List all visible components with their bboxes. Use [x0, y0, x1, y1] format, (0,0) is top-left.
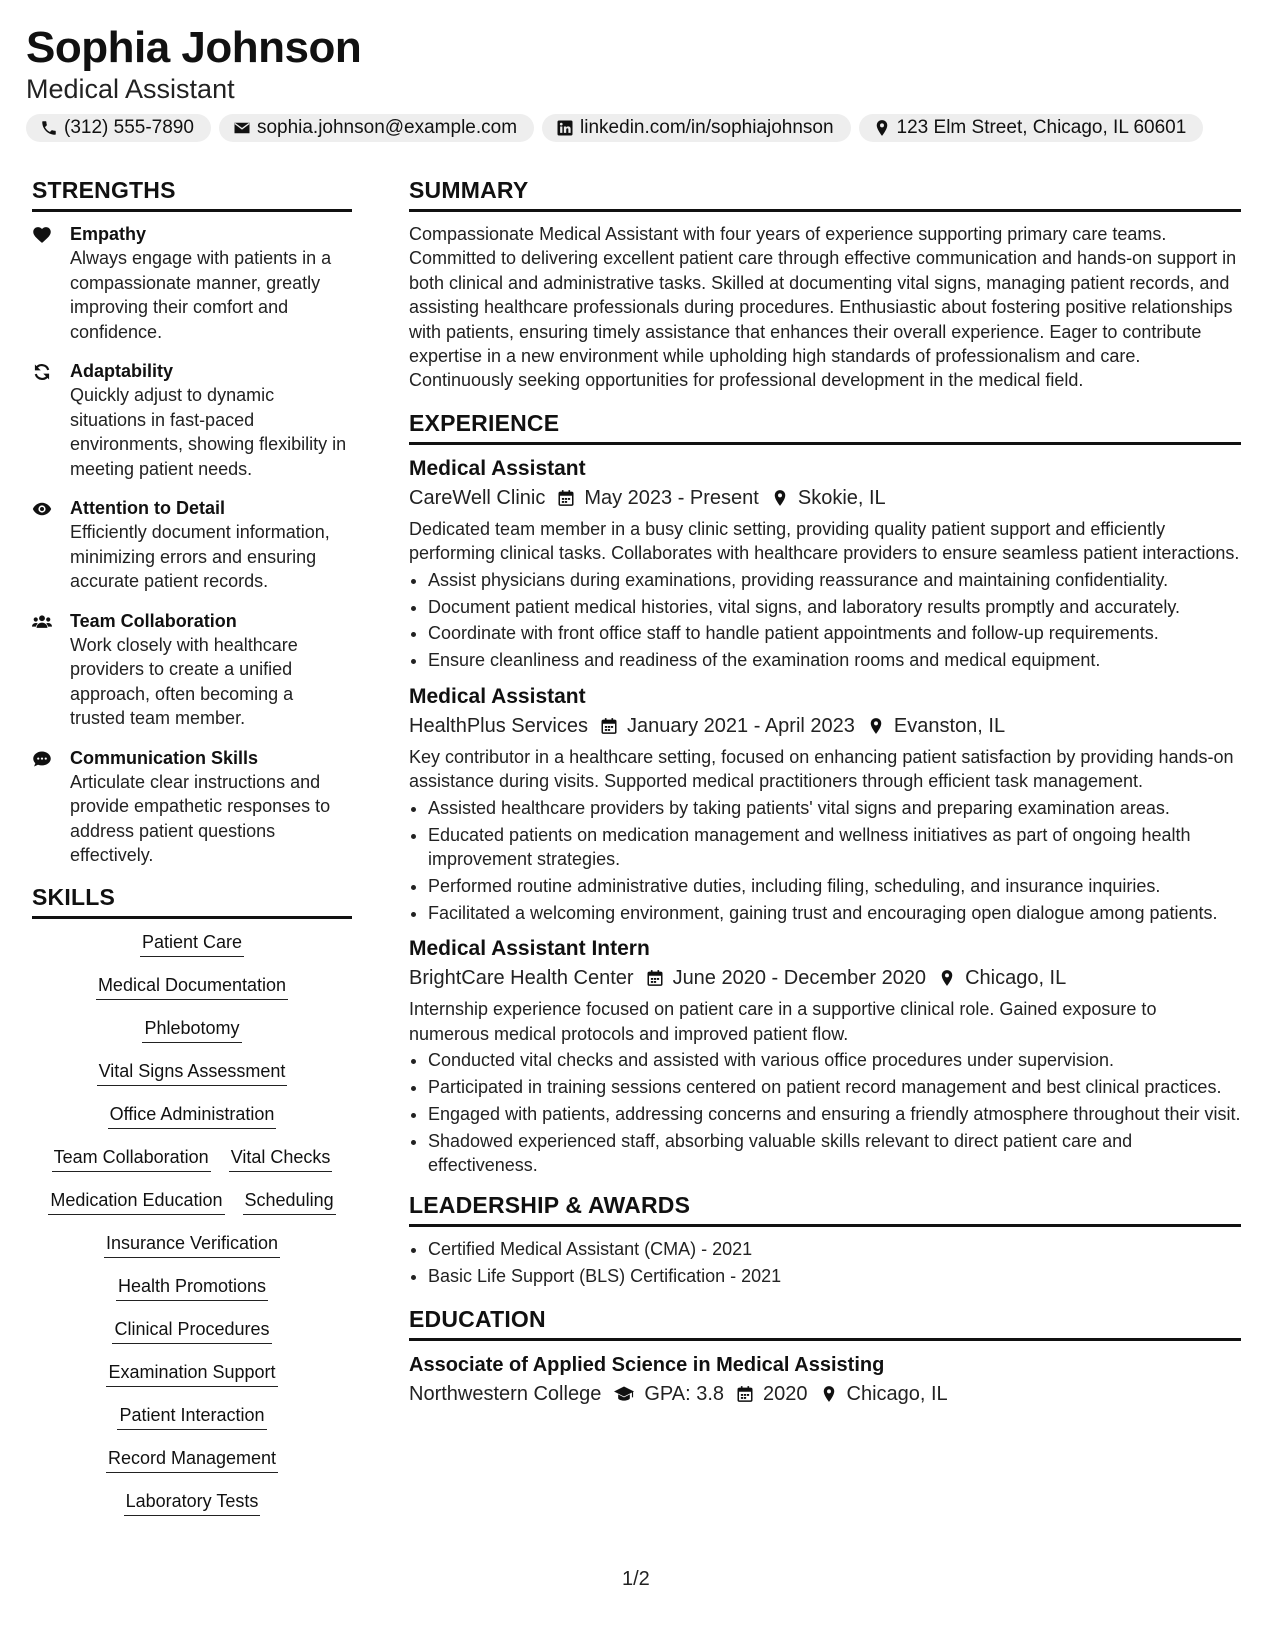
skill-tag: Patient Care [140, 929, 244, 957]
job-bullet: • Engaged with patients, addressing concerns and ensuring a friendly atmosphere throughout their visit. [428, 1102, 1241, 1126]
skill-tag: Phlebotomy [142, 1015, 241, 1043]
skill-tag: Health Promotions [116, 1273, 268, 1301]
job-company: CareWell Clinic [409, 486, 546, 509]
job-description: Dedicated team member in a busy clinic setting, providing quality patient support and efficiently performing clinical tasks. Collaborates with healthcare providers to ensure seamless patient interactions. [409, 518, 1240, 564]
education-gpa: GPA: 3.8 [644, 1382, 724, 1405]
candidate-role: Medical Assistant [26, 74, 235, 104]
job-entry [409, 935, 1241, 1177]
chat-icon [32, 749, 52, 769]
skill-tag: Office Administration [108, 1101, 277, 1129]
skill-tag: Medication Education [48, 1187, 224, 1215]
strengths-heading: STRENGTHS [32, 176, 352, 212]
job-bullet: • Document patient medical histories, vital signs, and laboratory results promptly and accurately. [428, 595, 1241, 619]
job-title: Medical Assistant Intern [409, 937, 650, 961]
summary-text: Compassionate Medical Assistant with four years of experience supporting primary care teams. Committed to delivering excellent patient care through effective communication and hands-on support in both clinical and administrative tasks. Skilled at documenting vital signs, managing patient records, and assisting healthcare professionals during procedures. Enthusiastic about fostering positive relationships with patients, ensuring timely assistance that enhances their overall experience. Eager to contribute expertise in a new environment while upholding high standards of professionalism and care. Continuously seeking opportunities for professional development in the medical field. [409, 224, 1237, 391]
contact-email[interactable] [219, 114, 534, 142]
strength-desc: Work closely with healthcare providers to create a unified approach, often becoming a trusted team member. [70, 634, 298, 728]
job-bullet: • Shadowed experienced staff, absorbing valuable skills relevant to direct patient care and effectiveness. [428, 1129, 1241, 1178]
job-bullet: • Ensure cleanliness and readiness of the examination rooms and medical equipment. [428, 648, 1241, 672]
linkedin-icon [556, 119, 574, 137]
strength-name: Attention to Detail [70, 498, 225, 518]
job-meta [409, 711, 1241, 741]
skill-tag: Team Collaboration [52, 1144, 211, 1172]
graduation-cap-icon [613, 1384, 635, 1404]
experience-heading: EXPERIENCE [409, 409, 1241, 445]
skill-tag: Patient Interaction [117, 1402, 266, 1430]
award-item: • Certified Medical Assistant (CMA) - 2021 [428, 1237, 1241, 1261]
strength-desc: Quickly adjust to dynamic situations in fast-paced environments, showing flexibility in meeting patient needs. [70, 385, 347, 479]
skill-tag: Laboratory Tests [124, 1488, 261, 1516]
strength-item [32, 359, 352, 481]
education-location: Chicago, IL [846, 1382, 948, 1405]
skill-tag: Record Management [106, 1445, 278, 1473]
job-location: Skokie, IL [797, 486, 886, 509]
job-description: Key contributor in a healthcare setting, focused on enhancing patient satisfaction by providing hands-on assistance during visits. Supported medical practitioners through efficient task management. [409, 746, 1234, 792]
strength-item [32, 222, 352, 344]
users-icon [32, 612, 52, 632]
education-degree: Associate of Applied Science in Medical Assisting [409, 1353, 885, 1376]
education-meta [409, 1379, 1241, 1409]
skill-tag: Vital Signs Assessment [97, 1058, 288, 1086]
right-column [409, 176, 1241, 1413]
job-bullet: • Performed routine administrative duties, including filing, scheduling, and insurance inquiries. [428, 874, 1241, 898]
job-dates: June 2020 - December 2020 [672, 967, 927, 990]
calendar-icon [557, 489, 575, 507]
left-column [32, 176, 352, 1531]
job-dates: January 2021 - April 2023 [626, 714, 855, 737]
summary-heading: SUMMARY [409, 176, 1241, 212]
job-bullet: • Participated in training sessions centered on patient record management and best clinical practices. [428, 1075, 1241, 1099]
job-bullet: • Educated patients on medication management and wellness initiatives as part of ongoing health improvement strategies. [428, 823, 1241, 872]
leadership-heading: LEADERSHIP & AWARDS [409, 1191, 1241, 1227]
education-heading: EDUCATION [409, 1305, 1241, 1341]
job-meta [409, 483, 1241, 513]
education-year: 2020 [763, 1382, 808, 1405]
skill-tag: Insurance Verification [104, 1230, 280, 1258]
job-meta [409, 963, 1241, 993]
candidate-name: Sophia Johnson [26, 23, 362, 72]
map-pin-icon [873, 119, 891, 137]
award-item: • Basic Life Support (BLS) Certification - 2021 [428, 1264, 1241, 1288]
leadership-list [409, 1237, 1241, 1288]
job-entry [409, 455, 1241, 673]
skill-tag: Clinical Procedures [112, 1316, 271, 1344]
phone-icon [40, 119, 58, 137]
job-bullets [409, 568, 1241, 673]
skills-heading: SKILLS [32, 883, 352, 919]
skill-tag: Scheduling [243, 1187, 336, 1215]
job-bullet: • Assisted healthcare providers by taking patients' vital signs and preparing examination areas. [428, 796, 1241, 820]
strength-item [32, 496, 352, 594]
strength-name: Adaptability [70, 361, 174, 381]
skill-tag: Medical Documentation [96, 972, 288, 1000]
contact-email-text: sophia.johnson@example.com [256, 117, 518, 138]
contact-address-text: 123 Elm Street, Chicago, IL 60601 [896, 117, 1187, 138]
contact-bar [26, 114, 1203, 142]
strength-item [32, 609, 352, 731]
strength-name: Team Collaboration [70, 610, 237, 631]
contact-phone-text: (312) 555-7890 [64, 117, 194, 138]
eye-icon [32, 499, 52, 519]
calendar-icon [600, 717, 618, 735]
map-pin-icon [771, 489, 789, 507]
calendar-icon [736, 1385, 754, 1403]
education-school: Northwestern College [409, 1382, 602, 1405]
calendar-icon [646, 969, 664, 987]
refresh-icon [32, 362, 52, 382]
contact-linkedin-text: linkedin.com/in/sophiajohnson [580, 117, 834, 138]
strength-name: Communication Skills [70, 747, 259, 768]
job-dates: May 2023 - Present [584, 486, 759, 509]
job-bullets [409, 1048, 1241, 1178]
map-pin-icon [867, 717, 885, 735]
job-bullets [409, 796, 1241, 926]
job-bullet: • Facilitated a welcoming environment, gaining trust and encouraging open dialogue among patients. [428, 901, 1241, 925]
contact-phone[interactable] [26, 114, 211, 142]
strength-desc: Efficiently document information, minimizing errors and ensuring accurate patient records. [70, 522, 330, 591]
job-location: Chicago, IL [965, 967, 1067, 990]
map-pin-icon [938, 969, 956, 987]
heart-icon [32, 225, 52, 245]
envelope-icon [233, 119, 251, 137]
job-description: Internship experience focused on patient care in a supportive clinical role. Gained exposure to numerous medical protocols and improved patient flow. [409, 999, 1157, 1044]
contact-linkedin[interactable] [542, 114, 851, 142]
job-company: BrightCare Health Center [409, 967, 634, 990]
job-title: Medical Assistant [409, 684, 586, 708]
job-title: Medical Assistant [409, 456, 586, 480]
job-location: Evanston, IL [893, 714, 1006, 737]
skill-tag: Vital Checks [229, 1144, 333, 1172]
job-bullet: • Assist physicians during examinations, providing reassurance and maintaining confidentiality. [428, 568, 1241, 592]
strength-name: Empathy [70, 224, 147, 244]
page-number: 1/2 [622, 1568, 650, 1590]
skill-tag: Examination Support [106, 1359, 277, 1387]
strength-item [32, 746, 352, 868]
strength-desc: Always engage with patients in a compassionate manner, greatly improving their comfort and confidence. [70, 248, 332, 342]
map-pin-icon [820, 1385, 838, 1403]
job-bullet: • Coordinate with front office staff to handle patient appointments and follow-up requirements. [428, 621, 1241, 645]
job-bullet: • Conducted vital checks and assisted with various office procedures under supervision. [428, 1048, 1241, 1072]
job-entry [409, 683, 1241, 925]
job-company: HealthPlus Services [409, 714, 588, 737]
contact-address[interactable] [859, 114, 1204, 142]
skills-list [32, 929, 352, 1516]
strength-desc: Articulate clear instructions and provide empathetic responses to address patient questions effectively. [70, 771, 331, 865]
